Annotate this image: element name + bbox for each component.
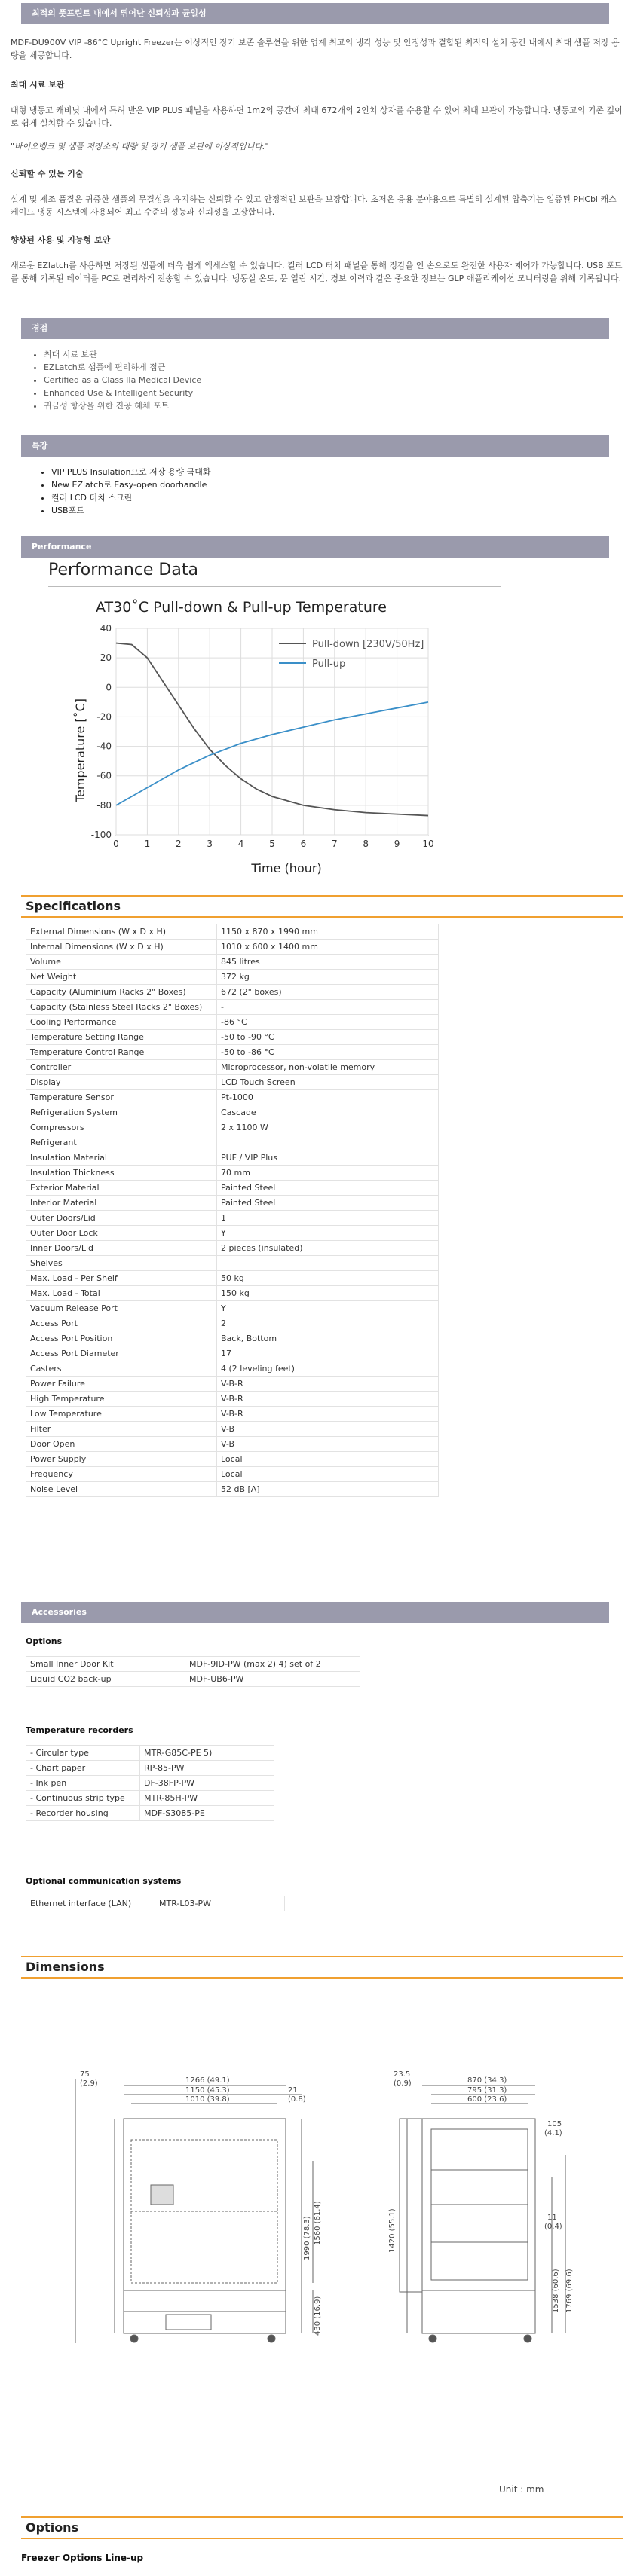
table-row: [26, 1090, 439, 1105]
row-value: DF-38FP-PW: [140, 1776, 274, 1791]
x-tick-label: 10: [422, 839, 434, 849]
row-value: 1150 x 870 x 1990 mm: [217, 924, 439, 940]
feature-item: • 컬러 LCD 터치 스크린: [51, 491, 624, 504]
row-label: Power Supply: [26, 1452, 217, 1467]
feature-item: • USB포트: [51, 504, 624, 517]
row-value: V-B-R: [217, 1392, 439, 1407]
table-row: [26, 1657, 360, 1672]
y-tick-label: -20: [96, 711, 112, 723]
specifications-header: [21, 895, 623, 918]
row-label: Outer Door Lock: [26, 1226, 217, 1241]
dimensions-header: [21, 1956, 623, 1979]
row-label: Power Failure: [26, 1377, 217, 1392]
row-value: 672 (2" boxes): [217, 985, 439, 1000]
x-tick-label: 8: [363, 839, 369, 849]
table-row: [26, 1761, 274, 1776]
dim-11b: (0.4): [544, 2223, 562, 2231]
dim-1560: 1560 (61.4): [314, 2201, 322, 2245]
dim-1420: 1420 (55.1): [388, 2208, 397, 2253]
row-value: MDF-S3085-PE: [140, 1806, 274, 1821]
performance-chart: [60, 592, 482, 879]
options-subtitle: Options: [26, 1636, 63, 1646]
table-row: [26, 985, 439, 1000]
row-label: Max. Load - Total: [26, 1286, 217, 1301]
row-value: 17: [217, 1346, 439, 1361]
row-value: Painted Steel: [217, 1181, 439, 1196]
row-value: 52 dB [A]: [217, 1482, 439, 1497]
benefit-item: • EZLatch로 샘플에 편리하게 접근: [44, 361, 617, 374]
comm-table: [26, 1896, 285, 1911]
table-row: [26, 1075, 439, 1090]
row-value: Microprocessor, non-volatile memory: [217, 1060, 439, 1075]
row-value: Y: [217, 1301, 439, 1316]
benefits-list: [30, 348, 617, 412]
features-list: [38, 466, 624, 517]
table-row: [26, 1482, 439, 1497]
table-row: [26, 1452, 439, 1467]
feature-item: • VIP PLUS Insulation으로 저장 용량 극대화: [51, 466, 624, 478]
table-row: [26, 1135, 439, 1150]
table-row: [26, 924, 439, 940]
options-header: [21, 2516, 623, 2539]
row-label: High Temperature: [26, 1392, 217, 1407]
dim-235b: (0.9): [394, 2079, 412, 2088]
row-value: 1: [217, 1211, 439, 1226]
row-value: 150 kg: [217, 1286, 439, 1301]
row-label: Vacuum Release Port: [26, 1301, 217, 1316]
row-label: Insulation Material: [26, 1150, 217, 1166]
row-value: [217, 1135, 439, 1150]
dim-1990: 1990 (78.3): [303, 2216, 311, 2260]
row-label: Temperature Setting Range: [26, 1030, 217, 1045]
dim-105: 105: [547, 2120, 562, 2128]
row-label: - Circular type: [26, 1746, 140, 1761]
row-label: Outer Doors/Lid: [26, 1211, 217, 1226]
table-row: [26, 1060, 439, 1075]
dimension-drawings: [45, 2064, 603, 2471]
usability-text: 새로운 EZlatch를 사용하면 저장된 샘플에 더욱 쉽게 액세스할 수 있습니다. 컬러 LCD 터치 패널을 통해 정감을 인 손으로도 완전한 사용자 제어가 가능합니다. USB 포트를 통해 기록된 데이터를 PC로 편리하게 전송할 수 있습니다. 냉동실 온도, 문 열림 시간, 경보 이력과 같은 중요한 정보는 GLP 애플리케이션 모니터링을 위해 기록됩니다.: [11, 261, 623, 283]
row-value: -: [217, 1000, 439, 1015]
x-tick-label: 2: [175, 839, 182, 849]
comm-subtitle: Optional communication systems: [26, 1876, 182, 1886]
table-row: [26, 1015, 439, 1030]
row-value: Back, Bottom: [217, 1331, 439, 1346]
dim-21: 21: [288, 2086, 298, 2095]
row-value: 4 (2 leveling feet): [217, 1361, 439, 1377]
side-view: [400, 2086, 565, 2342]
row-label: Cooling Performance: [26, 1015, 217, 1030]
row-label: Max. Load - Per Shelf: [26, 1271, 217, 1286]
dimensions-unit: Unit : mm: [499, 2484, 544, 2495]
y-tick-label: -60: [96, 770, 112, 781]
row-label: Net Weight: [26, 970, 217, 985]
row-value: [217, 1256, 439, 1271]
table-row: [26, 1150, 439, 1166]
side-labels: [388, 2070, 574, 2313]
table-row: [26, 1361, 439, 1377]
intro-heading-bar: [21, 3, 609, 24]
dim-1010: 1010 (39.8): [185, 2095, 230, 2104]
x-tick-label: 1: [144, 839, 151, 849]
recorders-subtitle: Temperature recorders: [26, 1725, 133, 1735]
dim-1769: 1769 (69.6): [565, 2269, 574, 2313]
row-value: 2: [217, 1316, 439, 1331]
dim-1266: 1266 (49.1): [185, 2076, 230, 2085]
table-row: [26, 1166, 439, 1181]
table-row: [26, 1896, 285, 1911]
dim-21b: (0.8): [288, 2095, 306, 2104]
legend-label: Pull-down [230V/50Hz]: [312, 639, 424, 650]
row-value: MDF-9ID-PW (max 2) 4) set of 2: [185, 1657, 360, 1672]
row-label: Refrigerant: [26, 1135, 217, 1150]
row-value: MTR-L03-PW: [155, 1896, 285, 1911]
table-row: [26, 1422, 439, 1437]
dim-105b: (4.1): [544, 2129, 562, 2137]
table-row: [26, 1791, 274, 1806]
row-label: Shelves: [26, 1256, 217, 1271]
row-label: Filter: [26, 1422, 217, 1437]
row-value: Y: [217, 1226, 439, 1241]
row-value: 2 x 1100 W: [217, 1120, 439, 1135]
row-value: 845 litres: [217, 955, 439, 970]
row-value: MTR-85H-PW: [140, 1791, 274, 1806]
row-label: Insulation Thickness: [26, 1166, 217, 1181]
table-row: [26, 1030, 439, 1045]
benefit-item: • Enhanced Use & Intelligent Security: [44, 387, 617, 399]
row-label: Controller: [26, 1060, 217, 1075]
table-row: [26, 1286, 439, 1301]
table-row: [26, 1672, 360, 1687]
table-row: [26, 1181, 439, 1196]
row-value: RP-85-PW: [140, 1761, 274, 1776]
recorders-table: [26, 1745, 274, 1821]
table-row: [26, 1196, 439, 1211]
row-value: Local: [217, 1452, 439, 1467]
row-label: Exterior Material: [26, 1181, 217, 1196]
row-value: V-B-R: [217, 1377, 439, 1392]
table-row: [26, 1392, 439, 1407]
intro-heading: 최적의 풋프린트 내에서 뛰어난 신뢰성과 균일성: [32, 8, 207, 18]
row-label: - Ink pen: [26, 1776, 140, 1791]
row-label: Interior Material: [26, 1196, 217, 1211]
row-label: Access Port: [26, 1316, 217, 1331]
chart-xlabel: Time (hour): [251, 861, 322, 875]
row-value: 50 kg: [217, 1271, 439, 1286]
dim-430: 430 (16.9): [314, 2296, 322, 2336]
dim-870: 870 (34.3): [467, 2076, 507, 2085]
row-value: Cascade: [217, 1105, 439, 1120]
capacity-title: 최대 시료 보관: [11, 80, 65, 90]
row-label: Access Port Position: [26, 1331, 217, 1346]
row-label: Noise Level: [26, 1482, 217, 1497]
performance-bar-title: Performance: [32, 542, 92, 552]
capacity-text: 대형 냉동고 캐비닛 내에서 특허 받은 VIP PLUS 패널을 사용하면 1m2의 공간에 최대 672개의 2인치 상자를 수용할 수 있어 최대 보관이 가능합니다. 냉동고의 기존 깊이로 쉽게 설치할 수 있습니다.: [11, 105, 623, 128]
table-row: [26, 940, 439, 955]
table-row: [26, 1105, 439, 1120]
trust-title: 신뢰할 수 있는 기술: [11, 169, 84, 179]
table-row: [26, 1211, 439, 1226]
table-row: [26, 1000, 439, 1015]
benefit-item: • 귀금성 향상을 위한 진공 혜체 포트: [44, 399, 617, 412]
performance-heading: Performance Data: [48, 561, 198, 579]
row-value: V-B-R: [217, 1407, 439, 1422]
row-label: Door Open: [26, 1437, 217, 1452]
table-row: [26, 1746, 274, 1761]
options-section-title: Options: [26, 2520, 79, 2535]
dim-600: 600 (23.6): [467, 2095, 507, 2104]
y-tick-label: -40: [96, 741, 112, 752]
row-value: PUF / VIP Plus: [217, 1150, 439, 1166]
intro-lead: MDF-DU900V VIP -86°C Upright Freezer는 이상적인 장기 보존 솔루션을 위한 업계 최고의 냉각 성능 및 안정성과 결합된 최적의 설치 공간 내에서 최대 샘플 저장 용량을 제공합니다.: [11, 38, 620, 60]
intro-quote: "바이오뱅크 및 샘플 저장소의 대량 및 장기 샘플 보관에 이상적입니다.": [11, 142, 269, 151]
features-bar: [21, 435, 609, 457]
y-tick-label: -100: [90, 830, 112, 840]
usability-title: 향상된 사용 및 지능형 보안: [11, 235, 111, 245]
x-tick-label: 3: [207, 839, 213, 849]
dim-1150: 1150 (45.3): [185, 2086, 230, 2095]
dim-11: 11: [547, 2214, 557, 2222]
front-view: [75, 2079, 313, 2343]
benefit-item: • 최대 시료 보관: [44, 348, 617, 361]
table-row: [26, 1467, 439, 1482]
row-label: Liquid CO2 back-up: [26, 1672, 185, 1687]
row-value: Local: [217, 1467, 439, 1482]
x-tick-label: 4: [237, 839, 244, 849]
table-row: [26, 1407, 439, 1422]
row-value: MDF-UB6-PW: [185, 1672, 360, 1687]
table-row: [26, 1316, 439, 1331]
row-label: - Continuous strip type: [26, 1791, 140, 1806]
table-row: [26, 955, 439, 970]
row-label: Casters: [26, 1361, 217, 1377]
row-label: Temperature Sensor: [26, 1090, 217, 1105]
x-tick-label: 7: [331, 839, 338, 849]
dim-795: 795 (31.3): [467, 2086, 507, 2095]
chart-ylabel: Temperature [˚C]: [73, 698, 87, 803]
table-row: [26, 1045, 439, 1060]
row-value: -50 to -90 °C: [217, 1030, 439, 1045]
row-value: -86 °C: [217, 1015, 439, 1030]
row-value: 2 pieces (insulated): [217, 1241, 439, 1256]
specifications-table: [26, 924, 439, 1497]
row-label: Ethernet interface (LAN): [26, 1896, 155, 1911]
row-value: V-B: [217, 1422, 439, 1437]
row-label: Compressors: [26, 1120, 217, 1135]
row-label: Access Port Diameter: [26, 1346, 217, 1361]
x-tick-label: 5: [269, 839, 275, 849]
lineup-title: Freezer Options Line-up: [21, 2553, 144, 2563]
dim-1538: 1538 (60.6): [552, 2269, 560, 2313]
row-label: Capacity (Stainless Steel Racks 2" Boxes): [26, 1000, 217, 1015]
x-tick-label: 6: [300, 839, 307, 849]
table-row: [26, 1346, 439, 1361]
table-row: [26, 1226, 439, 1241]
row-value: LCD Touch Screen: [217, 1075, 439, 1090]
dim-235: 23.5: [394, 2070, 411, 2079]
y-tick-label: -80: [96, 799, 112, 811]
dimensions-title: Dimensions: [26, 1960, 105, 1974]
legend-label: Pull-up: [312, 659, 346, 670]
dim-75b: (2.9): [80, 2079, 98, 2088]
row-value: Pt-1000: [217, 1090, 439, 1105]
features-title: 특장: [32, 441, 48, 451]
table-row: [26, 1301, 439, 1316]
specifications-title: Specifications: [26, 899, 121, 913]
row-label: Volume: [26, 955, 217, 970]
row-value: 70 mm: [217, 1166, 439, 1181]
feature-item: • New EZlatch로 Easy-open doorhandle: [51, 478, 624, 491]
dim-75: 75: [80, 2070, 90, 2079]
y-tick-label: 20: [100, 652, 112, 664]
row-label: Low Temperature: [26, 1407, 217, 1422]
table-row: [26, 1377, 439, 1392]
table-row: [26, 970, 439, 985]
row-value: V-B: [217, 1437, 439, 1452]
row-label: - Chart paper: [26, 1761, 140, 1776]
row-value: MTR-G85C-PE 5): [140, 1746, 274, 1761]
options-table: [26, 1656, 360, 1687]
x-tick-label: 0: [113, 839, 119, 849]
y-tick-label: 40: [100, 623, 112, 634]
benefits-title: 경점: [32, 323, 48, 333]
table-row: [26, 1241, 439, 1256]
row-label: Refrigeration System: [26, 1105, 217, 1120]
accessories-bar: [21, 1602, 609, 1623]
row-label: Inner Doors/Lid: [26, 1241, 217, 1256]
row-label: Small Inner Door Kit: [26, 1657, 185, 1672]
row-label: Display: [26, 1075, 217, 1090]
performance-heading-rule: [48, 586, 501, 587]
table-row: [26, 1120, 439, 1135]
benefit-item: • Certified as a Class IIa Medical Device: [44, 374, 617, 387]
row-label: - Recorder housing: [26, 1806, 140, 1821]
row-value: -50 to -86 °C: [217, 1045, 439, 1060]
row-label: Frequency: [26, 1467, 217, 1482]
table-row: [26, 1437, 439, 1452]
table-row: [26, 1776, 274, 1791]
table-row: [26, 1331, 439, 1346]
row-value: 372 kg: [217, 970, 439, 985]
chart-title: AT30˚C Pull-down & Pull-up Temperature: [96, 599, 387, 616]
table-row: [26, 1271, 439, 1286]
x-tick-label: 9: [394, 839, 400, 849]
performance-bar: [21, 536, 609, 558]
table-row: [26, 1256, 439, 1271]
trust-text: 설계 및 제조 품질은 귀중한 샘플의 무결성을 유지하는 신뢰할 수 있고 안정적인 보관을 보장합니다. 초저온 응용 분야용으로 특별히 설계된 압축기는 입증된 PHCbi 캐스케이드 냉동 시스템에 사용되어 최고 수준의 성능과 신뢰성을 보장합니다.: [11, 194, 617, 217]
accessories-bar-title: Accessories: [32, 1607, 87, 1617]
table-row: [26, 1806, 274, 1821]
y-tick-label: 0: [106, 682, 112, 693]
benefits-bar: [21, 318, 609, 339]
row-label: Internal Dimensions (W x D x H): [26, 940, 217, 955]
row-label: Capacity (Aluminium Racks 2" Boxes): [26, 985, 217, 1000]
row-value: Painted Steel: [217, 1196, 439, 1211]
row-label: External Dimensions (W x D x H): [26, 924, 217, 940]
row-label: Temperature Control Range: [26, 1045, 217, 1060]
row-value: 1010 x 600 x 1400 mm: [217, 940, 439, 955]
